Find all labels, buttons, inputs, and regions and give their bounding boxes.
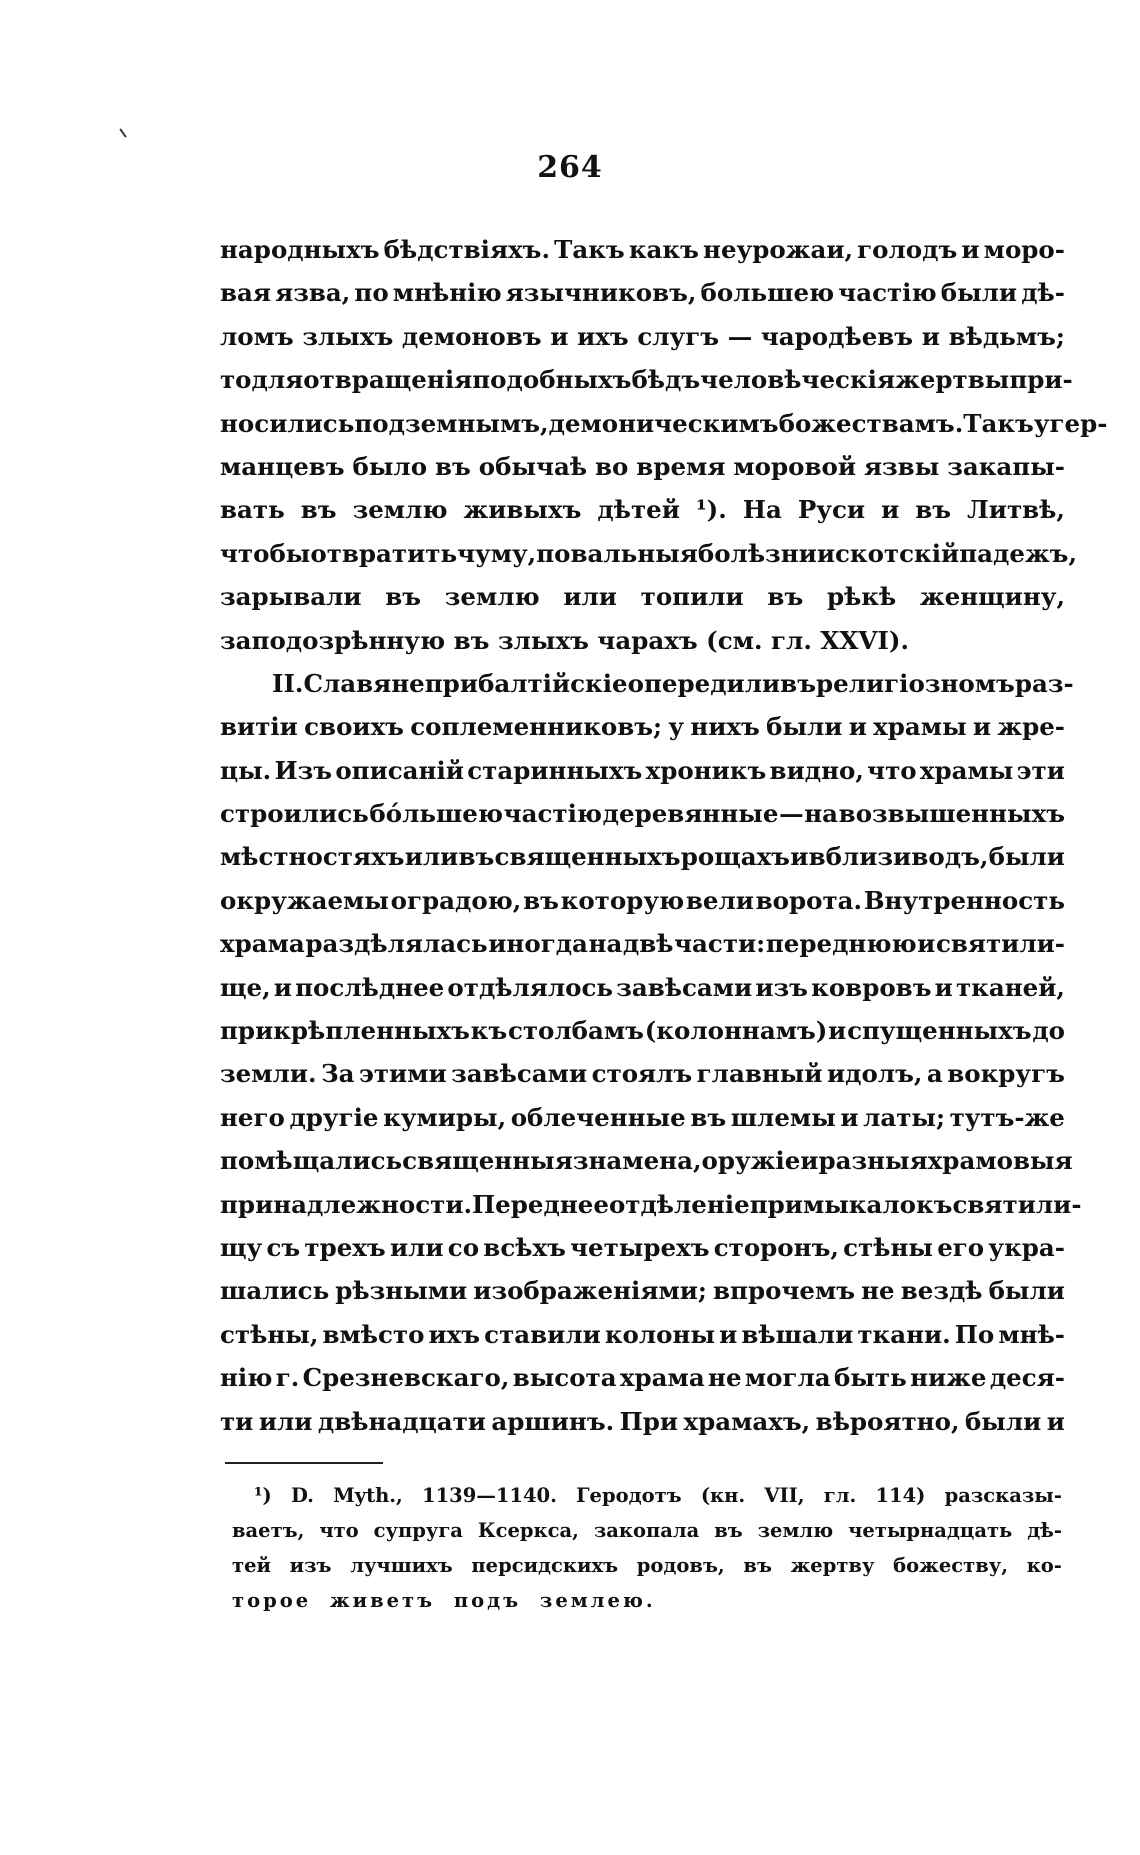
body-line: заподозрѣнную въ злыхъ чарахъ (см. гл. XXVI). xyxy=(220,625,909,655)
body-line: мѣстностяхъ или въ священныхъ рощахъ и вблизи водъ, были xyxy=(220,842,1065,872)
body-line: вать въ землю живыхъ дѣтей ¹). На Руси и въ Литвѣ, xyxy=(220,495,1065,525)
footnote-line: ваетъ, что супруга Ксеркса, закопала въ землю четырнадцать дѣ- xyxy=(232,1519,1062,1542)
body-line: стѣны, вмѣсто ихъ ставили колоны и вѣшали ткани. По мнѣ- xyxy=(220,1319,1065,1349)
body-line: храма раздѣлялась иногда на двѣ части: переднюю и святили- xyxy=(220,929,1065,959)
body-line: прикрѣпленныхъ къ столбамъ (колоннамъ) и спущенныхъ до xyxy=(220,1016,1065,1046)
footnote-line: ¹) D. Myth., 1139—1140. Геродотъ (кн. VII, гл. 114) разсказы- xyxy=(254,1484,1062,1507)
footnote-line: тей изъ лучшихъ персидскихъ родовъ, въ жертву божеству, ко- xyxy=(232,1554,1062,1577)
body-line: чтобы отвратить чуму, повальныя болѣзни и скотскій падежъ, xyxy=(220,538,1078,568)
body-line: щу съ трехъ или со всѣхъ четырехъ сторонъ, стѣны его укра- xyxy=(220,1232,1065,1262)
body-line: ти или двѣнадцати аршинъ. При храмахъ, вѣроятно, были и xyxy=(220,1406,1065,1436)
body-line: помѣщались священныя знамена, оружіе и разныя храмовыя xyxy=(220,1146,1073,1176)
body-line: II. Славяне прибалтійскіе опередили въ религіозномъ раз- xyxy=(272,668,1074,698)
body-line: то для отвращенія подобныхъ бѣдъ человѣческія жертвы при- xyxy=(220,365,1073,395)
footnote-block xyxy=(232,1478,1062,1618)
body-line: витіи своихъ соплеменниковъ; у нихъ были и храмы и жре- xyxy=(220,712,1065,742)
body-line: него другіе кумиры, облеченные въ шлемы и латы; тутъ-же xyxy=(220,1102,1065,1132)
page-number: 264 xyxy=(537,150,603,185)
body-line: манцевъ было въ обычаѣ во время моровой язвы закапы- xyxy=(220,451,1065,481)
body-line: ще, и послѣднее отдѣлялось завѣсами изъ ковровъ и тканей, xyxy=(220,972,1065,1002)
body-line: ломъ злыхъ демоновъ и ихъ слугъ — чародѣевъ и вѣдьмъ; xyxy=(220,321,1065,351)
stray-ink-mark xyxy=(119,128,126,137)
body-line: нію г. Срезневскаго, высота храма не могла быть ниже деся- xyxy=(220,1363,1065,1393)
body-line: земли. За этими завѣсами стоялъ главный идолъ, а вокругъ xyxy=(220,1059,1065,1089)
body-line: носились подземнымъ, демоническимъ божествамъ. Такъ у гер- xyxy=(220,408,1108,438)
body-line: цы. Изъ описаній старинныхъ хроникъ видно, что храмы эти xyxy=(220,755,1065,785)
main-text-block xyxy=(220,228,1108,1443)
body-line: зарывали въ землю или топили въ рѣкѣ женщину, xyxy=(220,582,1065,612)
body-line: народныхъ бѣдствіяхъ. Такъ какъ неурожаи, голодъ и моро- xyxy=(220,235,1065,264)
body-line: вая язва, по мнѣнію язычниковъ, большею частію были дѣ- xyxy=(220,278,1065,308)
footnote-separator xyxy=(225,1462,383,1464)
body-line: строились бо́льшею частію деревянные — на возвышенныхъ xyxy=(220,799,1065,829)
body-line: шались рѣзными изображеніями; впрочемъ не вездѣ были xyxy=(220,1276,1065,1306)
body-line: принадлежности. Переднее отдѣленіе примыкало къ святили- xyxy=(220,1189,1082,1219)
footnote-line: торое живетъ подъ землею. xyxy=(232,1589,656,1612)
body-line: окружаемы оградою, въ которую вели ворота. Внутренность xyxy=(220,885,1065,915)
